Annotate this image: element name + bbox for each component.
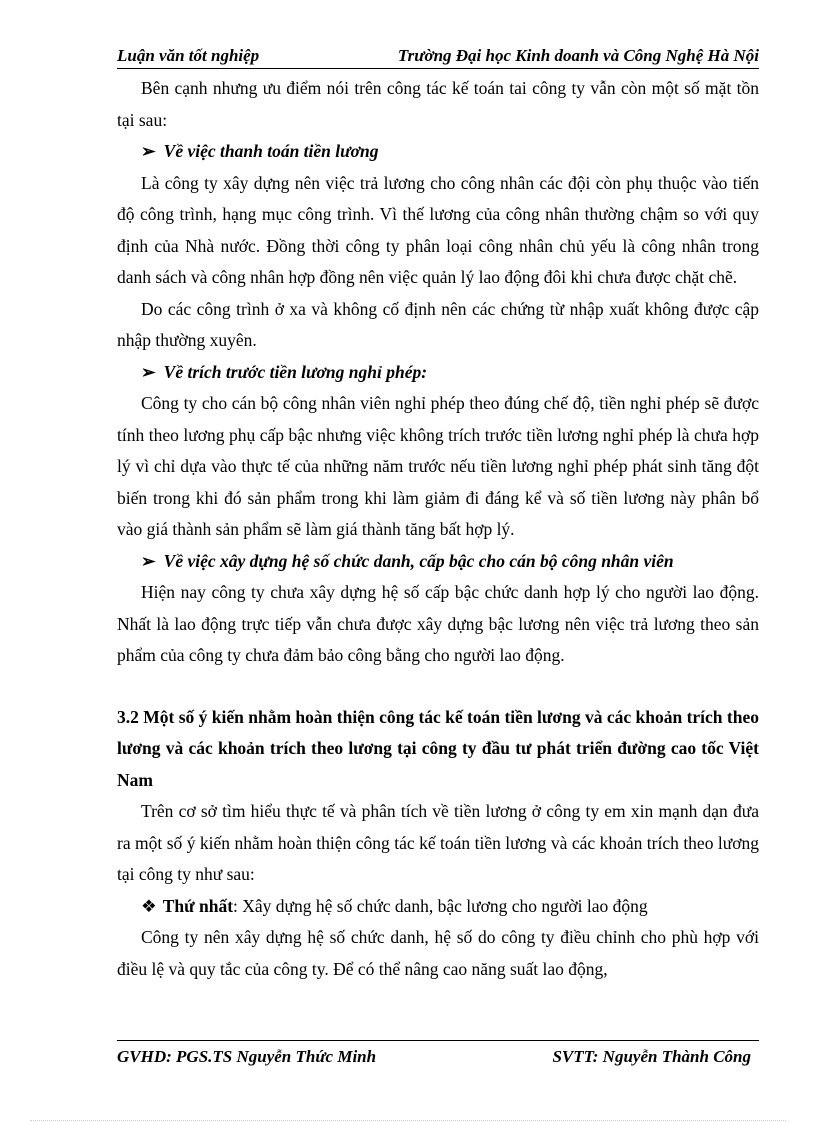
- footer-student: SVTT: Nguyễn Thành Công: [552, 1047, 751, 1066]
- bullet-salary-payment: [117, 136, 759, 168]
- item-first-label: Thứ nhất: [162, 895, 234, 916]
- item-first: [117, 891, 759, 923]
- bullet-label: Về việc thanh toán tiền lương: [163, 141, 379, 161]
- page-body: [117, 73, 759, 985]
- paragraph-documents: Do các công trình ở xa và không cố định nên các chứng từ nhập xuất không được cập nhập thường xuyên.: [117, 298, 759, 350]
- arrow-bullet-icon: ➢: [141, 361, 156, 382]
- diamond-bullet-icon: ❖: [141, 895, 157, 916]
- paragraph-salary-payment: Là công ty xây dựng nên việc trả lương cho công nhân các đội còn phụ thuộc vào tiến độ công trình, hạng mục công trình. Vì thế lương của công nhân thường chậm so với quy định của Nhà nước. Đồng thời công ty phân loại công nhân chủ yếu là công nhân trong danh sách và công nhân hợp đồng nên việc quản lý lao động đôi khi chưa được chặt chẽ.: [117, 172, 759, 287]
- bullet-label: Về việc xây dựng hệ số chức danh, cấp bậc cho cán bộ công nhân viên: [163, 550, 674, 571]
- header-university-name: Trường Đại học Kinh doanh và Công Nghệ Hà Nội: [397, 46, 759, 65]
- paragraph-leave-pay: Công ty cho cán bộ công nhân viên nghỉ phép theo đúng chế độ, tiền nghỉ phép sẽ được tính theo lương phụ cấp bậc nhưng việc không trích trước tiền lương nghỉ phép là chưa hợp lý vì chỉ dựa vào thực tế của những năm trước nếu tiền lương nghỉ phép phát sinh tăng đột biến trong khi đó sản phẩm trong khi làm giảm đi đáng kể và số tiền lương này phân bổ vào giá thành sản phẩm sẽ làm giá thành tăng bất hợp lý.: [117, 393, 759, 539]
- page-footer: [117, 1040, 759, 1067]
- bullet-title-coefficient: [117, 546, 759, 578]
- arrow-bullet-icon: ➢: [141, 550, 156, 571]
- header-thesis-label: Luận văn tốt nghiệp: [117, 46, 260, 65]
- paragraph-title-coefficient: Hiện nay công ty chưa xây dựng hệ số cấp bậc chức danh hợp lý cho người lao động. Nhất là lao động trực tiếp vẫn chưa được xây dựng bậc lương nên việc trả lương theo sản phẩm của công ty chưa đảm bảo công bằng cho người lao động.: [117, 582, 759, 665]
- bullet-leave-pay: [117, 357, 759, 389]
- bullet-label: Về trích trước tiền lương nghỉ phép:: [163, 361, 428, 382]
- page-bottom-divider: [30, 1120, 786, 1121]
- footer-supervisor: GVHD: PGS.TS Nguyễn Thức Minh: [117, 1047, 377, 1066]
- section-heading-3-2: 3.2 Một số ý kiến nhằm hoàn thiện công tác kế toán tiền lương và các khoản trích theo lương và các khoản trích theo lương tại công ty đầu tư phát triển đường cao tốc Việt Nam: [117, 706, 759, 790]
- item-first-text: : Xây dựng hệ số chức danh, bậc lương cho người lao động: [233, 895, 648, 916]
- paragraph-intro: Bên cạnh nhưng ưu điểm nói trên công tác kế toán tai công ty vẫn còn một số mặt tồn tại sau:: [117, 78, 759, 130]
- arrow-bullet-icon: ➢: [141, 141, 156, 161]
- paragraph-proposals-intro: Trên cơ sở tìm hiểu thực tế và phân tích về tiền lương ở công ty em xin mạnh dạn đưa ra một số ý kiến nhằm hoàn thiện công tác kế toán tiền lương và các khoản trích theo lương tại công ty như sau:: [117, 801, 759, 884]
- paragraph-first-detail: Công ty nên xây dựng hệ số chức danh, hệ số do công ty điều chỉnh cho phù hợp với điều lệ và quy tắc của công ty. Để có thể nâng cao năng suất lao động,: [117, 927, 759, 979]
- page-header: [117, 44, 759, 69]
